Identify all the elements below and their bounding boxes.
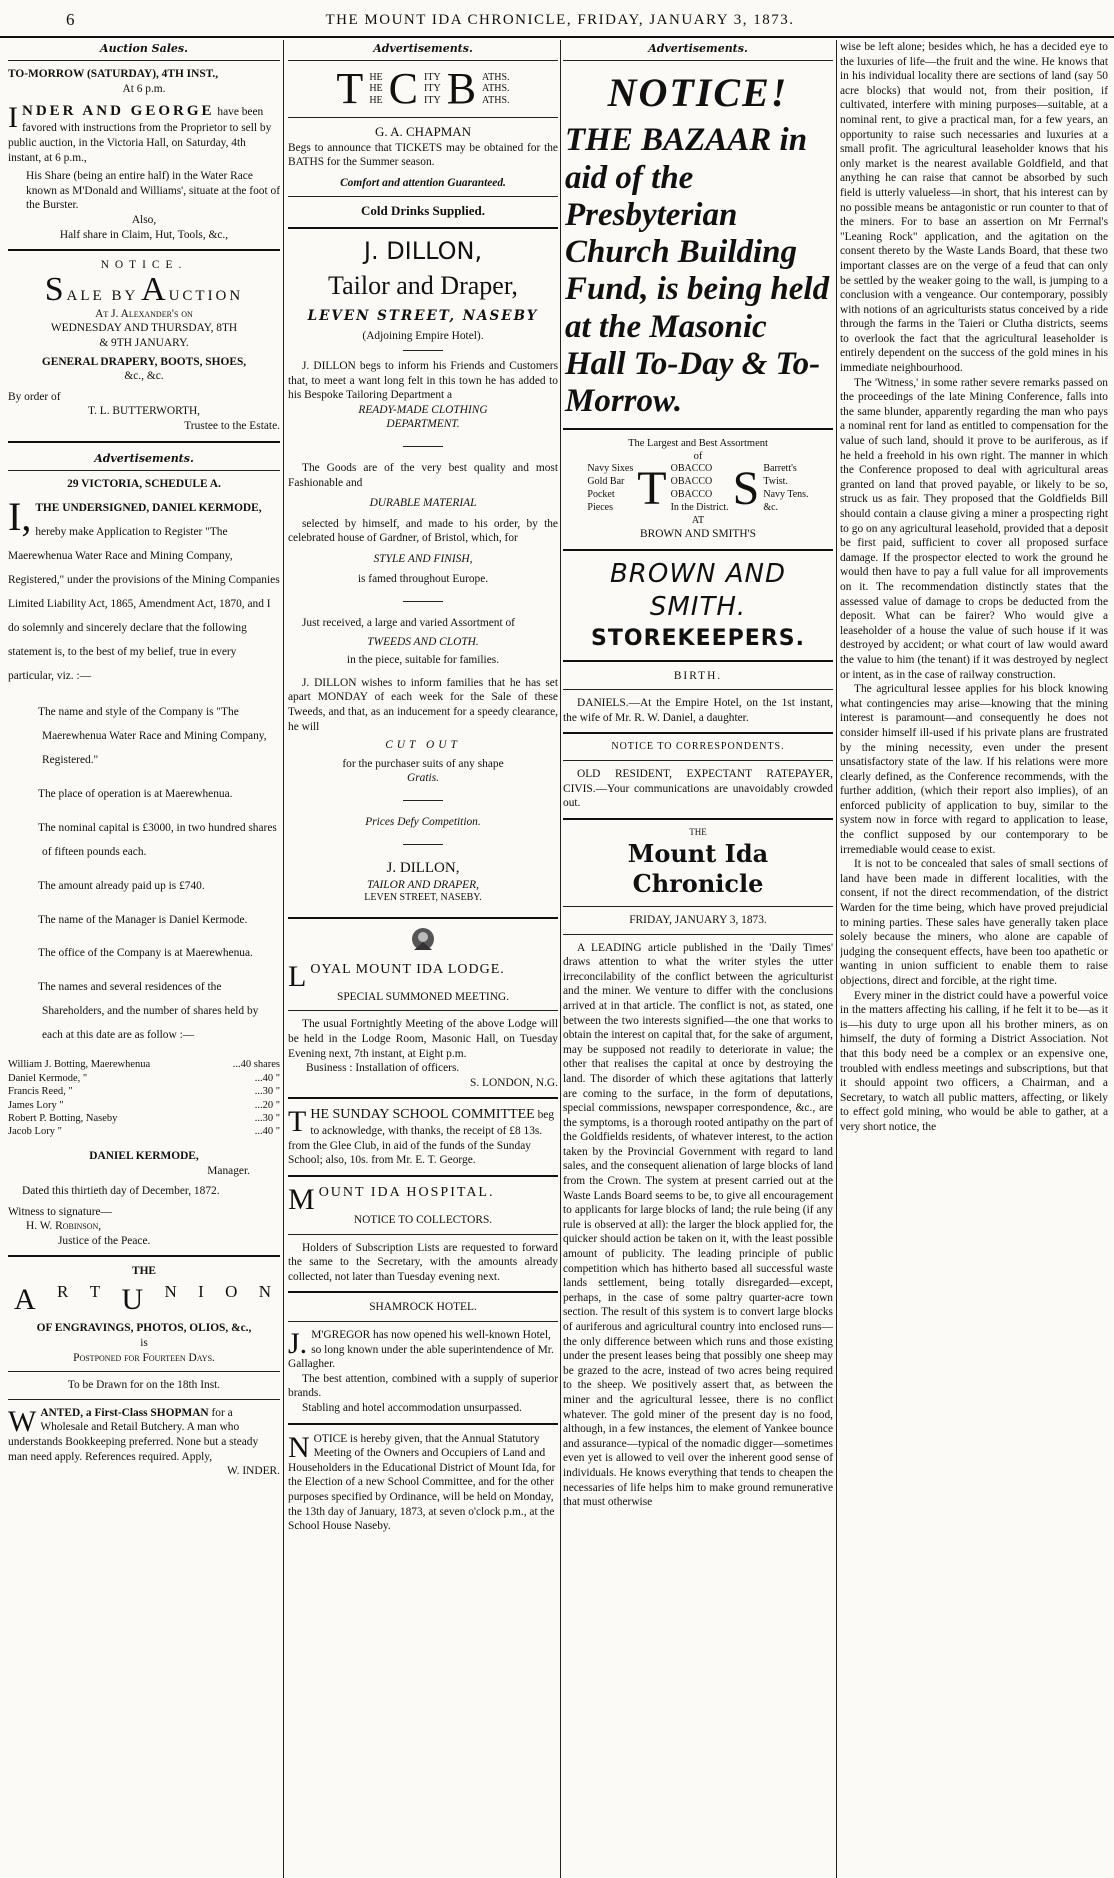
- tobacco-list: Navy Sixes Gold Bar Pocket Pieces T OBACCO OBACCO OBACCO In the District. S Barrett's Twist. Navy Tens. &c.: [587, 461, 809, 515]
- article-continued: wise be left alone; besides which, he has a decided eye to the luxuries of life—the fruit and the wine. He knows that in his individual locality there are sections of land (say 50 acre blocks) that would not, from their position, if cultivated, interfere with mining purposes—suitable, at a nominal rent, to give a practical man, for a few years, an opportunity to raise such necessaries and luxuries at a small profit. The agricultural leaseholder knows that his only market is the nearest available Goldfield, and that anything he can raise that cannot be absorbed by such field is utterly valueless—in short, that his interest can by no possible means be antagonistic or run counter to that of the miners. For to base an assertion on Mr Ferrnal's "Leaning Rock" application, and the agitation on the consent thereto by the Waste Lands Board, that these two important classes are on the verge of a feud that can only be settled by the weaker going to the wall, is jumping to a conclusion with a vengeance. Our contemporary, possibly with notions of an agriculturists status conceived by a ride through the farms in the Taieri or Clutha districts, seems to overlook the fact that the agricultural leaseholder is entirely dependent on the success of the gold mines in his immediate neighbourhood.: [840, 41, 1108, 375]
- section-heading: Auction Sales.: [8, 40, 280, 61]
- lodge-notice-title: L OYAL MOUNT IDA LODGE.: [288, 959, 505, 993]
- list-item: Daniel Kermode, " ...40 ": [8, 1072, 280, 1084]
- shareholder-list: [8, 1058, 280, 1139]
- list-item: Jacob Lory " ...40 ": [8, 1126, 280, 1138]
- masthead: [0, 0, 1114, 38]
- hospital-notice-title: M OUNT IDA HOSPITAL.: [288, 1183, 495, 1217]
- page-number: 6: [66, 10, 75, 29]
- list-item: William J. Botting, Maerewhenua ...40 shares: [8, 1059, 280, 1071]
- column-rule: [283, 40, 284, 1878]
- wanted-ad: W ANTED, a First-Class SHOPMAN for a Wholesale and Retail Butchery. A man who understands Bookkeeping preferred. None but a steady man need apply. References required. Apply,: [8, 1404, 259, 1463]
- column-rule: [560, 40, 561, 1878]
- dillon-name: J. DILLON,: [363, 237, 483, 266]
- city-baths-title: T HE HE HE C ITY ITY ITY B ATHS. ATHS. ATHS.: [336, 64, 510, 114]
- leading-article: A LEADING article published in the 'Daily Times' draws attention to what the writer styles the utter irreconcilability of the conflict between the agriculturist and the miner. We venture to differ with the conclusions arrived at in that article. The conflict is not, as stated, one between the two interests signified—the one that works to obtain the interest on capital that, for the sake of argument, may be supposed not readily to deteriorate in value; the other that realises the capital at once by destroying the land. The disorder of which these agitations that latterly are coming to the surface, in the form of deputations, special commissions, newspaper correspondence, &c., are the symptoms, is a thorough rooted antipathy on the part of the Goldfields residents, of whatever interest, to the action taken by the Provincial Government with regard to land sales, and the consequent alienation of large blocks of land from the Crown. The system at present carried out at the Waste Lands Board seems to be, to give all encouragement to applicants for large blocks of land; the rule being (if any rule is observed at all): the larger the block applied for, the quicker should action be taken on it, with the least possible amount of publicity. The leading principle of public competition which has hitherto based all successful waste lands settlement, being totally disregarded—except, perhaps, in the case of some paltry quarter-acre town section. The result of this system is to convert large blocks of auriferous and agricultural country into enclosed runs—the only difference between which runs and those existing under the present leases being that possibly one sheep may be grazed to the acre, instead of two acres being required to the sheep. We positively assert that, as between the miner and the agricultural lessee, there is no conflict whatever. The gold miner of the present day is no food, although, in a few instances, the element of Yankee bounce and assurance—typical of the nomadic digger—sometimes even yet is allowed to veil over the inherent good sense of individuals. He knows everything that tends to cheapen the necessaries of life helps him to make ground remunerative that must otherwise: [563, 941, 833, 1509]
- list-item: Francis Reed, " ...30 ": [8, 1086, 280, 1098]
- brown-smith-title: BROWN AND SMITH.: [609, 558, 787, 623]
- bazaar-headline: THE BAZAAR in aid of the Presbyterian Church Building Fund, is being held at the Masonic Hall To-Day & To-Morrow.: [565, 122, 830, 420]
- art-union-title: A R T U N I O N: [14, 1282, 274, 1317]
- column-3: Advertisements. NOTICE! THE BAZAAR in aid of the Presbyterian Church Building Fund, is being held at the Masonic Hall To-Day & To-Morrow. The Largest and Best Assortment of Navy Sixes Gold Bar Pocket Pieces T OBACCO OBACCO OBACCO In the District. S Barrett's Twist. Navy Tens. &c. AT BROWN AND SMITH'S BROWN AND SMITH. STOREKEEPERS. BIRTH. DANIELS.—At the Empire Hotel, on the 1st instant, the wife of Mr. R. W. Daniel, a daughter. NOTICE TO CORRESPONDENTS. OLD RESIDENT, EXPECTANT RATEPAYER, CIVIS.—Your communications are unavoidably crowded out. THE Mount Ida Chronicle FRIDAY, JANUARY 3, 1873. A LEADING article published in the 'Daily Times' draws attention to what the writer styles the utter irreconcilability of the conflict between the agriculturist and the miner. We venture to differ with the conclusions arrived at in that article. The conflict is not, as stated, one between the two interests signified—the one that works to obtain the interest on capital that, for the sake of argument, may be supposed not readily to deteriorate in value; the other that realises the capital at once by destroying the land. The disorder of which these agitations that latterly are coming to the surface, in the form of deputations, special commissions, newspaper correspondence, &c., are the symptoms, is a thorough rooted antipathy on the part of the Goldfields residents, of whatever interest, to the action taken by the Provincial Government with regard to land sales, and the consequent alienation of large blocks of land from the Crown. The system at present carried out at the Waste Lands Board seems to be, to give all encouragement to applicants for large blocks of land; the rule being (if any rule is observed at all): the larger the block applied for, the quicker should action be taken on it, with the least possible amount of publicity. The leading principle of public competition which has hitherto based all successful waste lands settlement, being totally disregarded—except, perhaps, in the case of some paltry quarter-acre town section. The result of this system is to convert large blocks of auriferous and agricultural country into enclosed runs—the only difference between which runs and those existing under the present leases being that possibly one sheep may be grazed to the acre, instead of two acres being required to the sheep. We positively assert that, as between the miner and the agricultural lessee, there is no conflict whatever. The gold miner of the present day is no food, although, in a few instances, the element of Yankee bounce and assurance—typical of the nomadic digger—sometimes even yet is allowed to veil over the inherent good sense of individuals. He knows everything that tends to cheapen the necessaries of life helps him to make ground remunerative that must otherwise: [563, 42, 833, 1509]
- chronicle-title: Mount Ida Chronicle: [627, 838, 769, 899]
- column-1: Auction Sales. TO-MORROW (SATURDAY), 4TH INST., At 6 p.m. I NDER AND GEORGE have been favored with instructions from the Proprietor to sell by public auction, in the Victoria Hall, on Saturday, 4th instant, at 6 p.m., His Share (being an entire half) in the Water Race known as M'Donald and Williams', situate at the foot of the Burster. Also, Half share in Claim, Hut, Tools, &c., NOTICE. S ALE BY A UCTION At J. Alexander's on WEDNESDAY AND THURSDAY, 8TH & 9TH JANUARY. GENERAL DRAPERY, BOOTS, SHOES, &c., &c. By order of T. L. BUTTERWORTH, Trustee to the Estate. Advertisements. 29 VICTORIA, SCHEDULE A. I, THE UNDERSIGNED, DANIEL KERMODE, hereby make Application to Register "The Maerewhenua Water Race and Mining Company, Registered," under the provisions of the Mining Companies Limited Liability Act, 1865, Amendment Act, 1870, and I do solemnly and sincerely declare that the following statement is, to the best of my belief, true in every particular, viz. :— The name and style of the Company is "The Maerewhenua Water Race and Mining Company, Registered." The place of operation is at Maerewhenua. The nominal capital is £3000, in two hundred shares of fifteen pounds each. The amount already paid up is £740. The name of the Manager is Daniel Kermode. The office of the Company is at Maerewhenua. The names and several residences of the Shareholders, and the number of shares held by each at this date are as follow :— William J. Botting, Maerewhenua ...40 shares Daniel Kermode, " ...40 " Francis Reed, " ...30 " James Lory " ...20 " Robert P. Botting, Naseby ...30 " Jacob Lory " ...40 " DANIEL KERMODE, Manager. Dated this thirtieth day of December, 1872. Witness to signature— H. W. Robinson, Justice of the Peace. THE A R T U N I O N OF ENGRAVINGS, PHOTOS, OLIOS, &c., is Postponed for Fourteen Days. To be Drawn for on the 18th Inst. W ANTED, a First-Class SHOPMAN for a Wholesale and Retail Butchery. A man who understands Bookkeeping preferred. None but a steady man need apply. References required. Apply, W. INDER.: [8, 42, 280, 1478]
- page-title: THE MOUNT IDA CHRONICLE, FRIDAY, JANUARY 3, 1873.: [325, 12, 795, 28]
- list-item: Robert P. Botting, Naseby ...30 ": [8, 1113, 280, 1125]
- school-meeting-notice: N OTICE is hereby given, that the Annual Statutory Meeting of the Owners and Occupiers of Land and Householders in the Educational District of Mount Ida, for the Election of a new School Committee, and for the other purposes specified by Ordinance, will be held on Monday, the 13th day of January, 1873, at seven o'clock p.m., at the School House Naseby.: [288, 1430, 556, 1533]
- sunday-school-notice: T HE SUNDAY SCHOOL COMMITTEE beg to acknowledge, with thanks, the receipt of £8 13s. from the Glee Club, in aid of the funds of the Sunday School; also, 10s. from Mr. E. T. George.: [288, 1105, 555, 1167]
- column-2: Advertisements. T HE HE HE C ITY ITY ITY B ATHS. ATHS. ATHS. G. A. CHAPMAN Begs to announce that TICKETS may be obtained for the BATHS for the Summer season. Comfort and attention Guaranteed. Cold Drinks Supplied. J. DILLON, Tailor and Draper, LEVEN STREET, NASEBY (Adjoining Empire Hotel). J. DILLON begs to inform his Friends and Customers that, to meet a want long felt in this town he has added to his Bespoke Tailoring Department a READY-MADE CLOTHING DEPARTMENT. The Goods are of the very best quality and most Fashionable and DURABLE MATERIAL selected by himself, and made to his order, by the celebrated house of Gardner, of Bristol, which, for STYLE AND FINISH, is famed throughout Europe. Just received, a large and varied Assortment of TWEEDS AND CLOTH. in the piece, suitable for families. J. DILLON wishes to inform families that he has set apart MONDAY of each week for the Sale of these Tweeds, and that, as an inducement for a speedy clearance, he will CUT OUT for the purchaser suits of any shape Gratis. Prices Defy Competition. J. DILLON, TAILOR AND DRAPER, LEVEN STREET, NASEBY. L OYAL MOUNT IDA LODGE. SPECIAL SUMMONED MEETING. The usual Fortnightly Meeting of the above Lodge will be held in the Lodge Room, Masonic Hall, on Tuesday Evening next, 7th instant, at Eight p.m. Business : Installation of officers. S. LONDON, N.G. T HE SUNDAY SCHOOL COMMITTEE beg to acknowledge, with thanks, the receipt of £8 13s. from the Glee Club, in aid of the funds of the Sunday School; also, 10s. from Mr. E. T. George. M OUNT IDA HOSPITAL. NOTICE TO COLLECTORS. Holders of Subscription Lists are requested to forward the same to the Secretary, with the amounts already collected, not later than Tuesday evening next. SHAMROCK HOTEL. J. M'GREGOR has now opened his well-known Hotel, so long known under the able superintendence of Mr. Gallagher. The best attention, combined with a supply of superior brands. Stabling and hotel accommodation unsurpassed. N OTICE is hereby given, that the Annual Statutory Meeting of the Owners and Occupiers of Land and Householders in the Educational District of Mount Ida, for the Election of a new School Committee, and for the other purposes specified by Ordinance, will be held on Monday, the 13th day of January, 1873, at seven o'clock p.m., at the School House Naseby.: [288, 42, 558, 1533]
- column-4: wise be left alone; besides which, he has a decided eye to the luxuries of life—the fruit and the wine. He knows that in his individual locality there are sections of land (say 50 acre blocks) that would not, from their position, if cultivated, interfere with mining purposes—suitable, at a nominal rent, to give a practical man, for a few years, an opportunity to raise such necessaries and luxuries at a small profit. The agricultural leaseholder knows that his only market is the nearest available Goldfield, and that anything he can raise that cannot be absorbed by such field is utterly valueless—in short, that his interest can by no possible means be antagonistic or run counter to that of the miners. For to base an assertion on Mr Ferrnal's "Leaning Rock" application, and the agitation on the consent thereto by the Waste Lands Board, that these two important classes are on the verge of a feud that can only be settled by the weaker going to the wall, is jumping to a conclusion with a vengeance. Our contemporary, possibly with notions of an agriculturists status conceived by a ride through the farms in the Taieri or Clutha districts, seems to overlook the fact that the agricultural leaseholder is entirely dependent on the success of the gold mines in his immediate neighbourhood. The 'Witness,' in some rather severe remarks passed on the proceedings of the late Mining Conference, falls into the same blunder, apparently regarding the man who pays a nominal rent for land as entitled to compensation for the value of such land, should it prove to be auriferous, as if he held a freehold in his own right. The manner in which the Conference proposed to deal with agricultural areas granted on land that proved payable, or likely to be so, struck us as fair. They proposed that the Goldfields Bill should contain a clause giving a miner a prospecting right to go on any agricultural leasehold, provided that a deposit be first paid, sufficient to cover all proposed surface damage. If the prospector elected to work the ground he would then have to pay a full value for all improvements on it. The recommendation distinctly states that the assessed value of damage to crops be deducted from the deposit. What can be fairer? Who would give a leaseholder of a house the value of such house if it was destroyed by accident; or what court of law would award the value to him (the tenant) if it was destroyed by neglect or intent, as in the case of railway construction. The agricultural lessee applies for his block knowing what contingencies may arise—knowing that the mining interest is paramount—and consequently he does not consider himself ill-used if his private plans are frustrated by the mining necessity, even under the present unsatisfactory state of the law. If his relations were more clearly defined, as the Conference recommends, with the further addition, (which their report also implies), of an enforced publicity of application to buy, similar to the system now in force with regard to application to lease, the conflict supposed by our contemporary to be irremediable would cease to exist. It is not to be concealed that sales of small sections of land have been made in different localities, with the consent, if not the direct recommendation, of the district Warden for the time being, which have proved prejudicial to mining parties. These sales have generally taken place solely because the miners, who alone are capable of judging the consequent effects, have been too apathetic or wanting in union sufficient to enable them to raise objections, direct and forcible, at the right time. Every miner in the district could have a powerful voice in the matters affecting his calling, if he felt it to be—as it is—his duty to urge upon all his brother miners, as on himself, the duty of forming a District Association. Not that this body need be a complex or an expensive one, troubled with endless meetings and subscriptions, but that it should appoint two officers, a Chairman, and a Secretary, to watch all public matters, affecting, or likely to effect gold mining, who would be able to gather, at a very short notice, the: [840, 41, 1108, 1133]
- lodge-emblem-icon: [288, 926, 558, 957]
- shamrock-ad: J. M'GREGOR has now opened his well-known Hotel, so long known under the able superintendence of Mr. Gallagher.: [288, 1327, 554, 1371]
- auction-date: TO-MORROW (SATURDAY), 4TH INST.,: [8, 68, 219, 81]
- auction-notice: I NDER AND GEORGE have been favored with instructions from the Proprietor to sell by public auction, in the Victoria Hall, on Saturday, 4th instant, at 6 p.m.,: [8, 101, 272, 164]
- column-rule: [836, 40, 837, 1878]
- bazaar-notice-title: NOTICE!: [607, 70, 789, 116]
- list-item: James Lory " ...20 ": [8, 1099, 280, 1111]
- sale-by-auction: S ALE BY A UCTION: [44, 270, 244, 308]
- mining-company-declaration: I, THE UNDERSIGNED, DANIEL KERMODE, hereby make Application to Register "The Maerewhenua Water Race and Mining Company, Registered," under the provisions of the Mining Companies Limited Liability Act, 1865, Amendment Act, 1870, and I do solemnly and sincerely declare that the following statement is, to the best of my belief, true in every particular, viz. :— The name and style of the Company is "The Maerewhenua Water Race and Mining Company, Registered." The place of operation is at Maerewhenua. The nominal capital is £3000, in two hundred shares of fifteen pounds each. The amount already paid up is £740. The name of the Manager is Daniel Kermode. The office of the Company is at Maerewhenua. The names and several residences of the Shareholders, and the number of shares held by each at this date are as follow :—: [8, 494, 280, 1042]
